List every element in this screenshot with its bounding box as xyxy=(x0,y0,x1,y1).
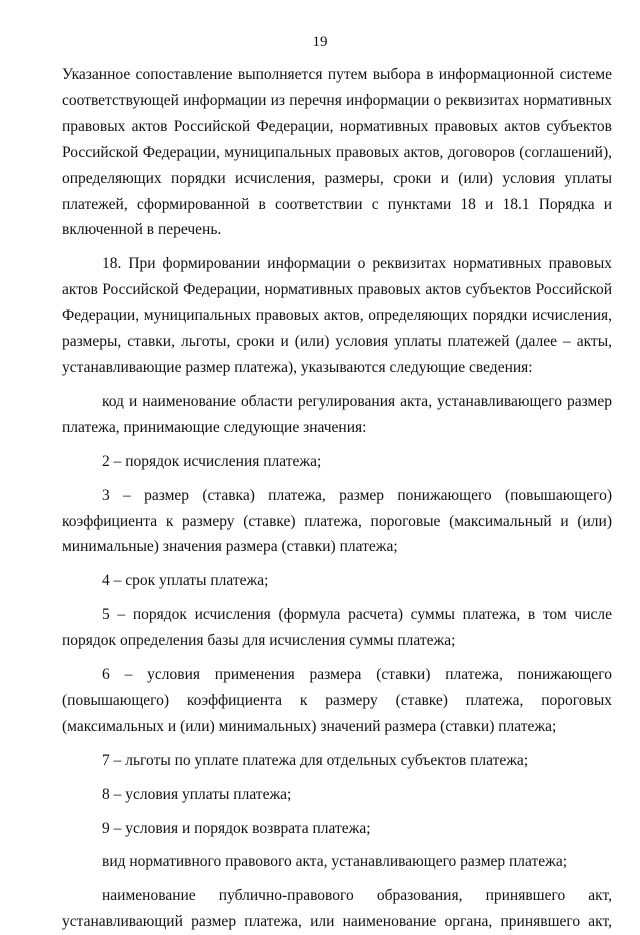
paragraph-item-18: 18. При формировании информации о реквизитах нормативных правовых актов Российской Федерации, нормативных правовых актов субъектов Российской Федерации, муниципальных правовых актов, определяющих порядки исчисления, размеры, ставки, льготы, сроки и (или) условия уплаты платежей (далее – акты, устанавливающие размер платежа), указываются следующие сведения: xyxy=(62,255,612,376)
list-item-code-3: 3 – размер (ставка) платежа, размер понижающего (повышающего) коэффициента к размеру (ставке) платежа, пороговые (максимальный и (или) минимальные) значения размера (ставки) платежа; xyxy=(62,486,612,556)
list-item-code-5: 5 – порядок исчисления (формула расчета) суммы платежа, в том числе порядок определения базы для исчисления суммы платежа; xyxy=(62,606,612,650)
list-item-code-4: 4 – срок уплаты платежа; xyxy=(102,572,269,590)
list-item-code-9: 9 – условия и порядок возврата платежа; xyxy=(102,819,371,837)
paragraph-comparison-intro: Указанное сопоставление выполняется путем выбора в информационной системе соответствующей информации из перечня информации о реквизитах нормативных правовых актов Российской Федерации, нормативных правовых актов субъектов Российской Федерации, муниципальных правовых актов, договоров (соглашений), определяющих порядки исчисления, размеры, сроки и (или) условия уплаты платежей, сформированной в соответствии с пунктами 18 и 18.1 Порядка и включенной в перечень. xyxy=(62,66,612,239)
paragraph-act-type: вид нормативного правового акта, устанавливающего размер платежа; xyxy=(102,853,568,871)
page-number: 19 xyxy=(312,34,328,50)
paragraph-regulation-code: код и наименование области регулирования акта, устанавливающего размер платежа, принимающие следующие значения: xyxy=(62,392,612,436)
list-item-code-8: 8 – условия уплаты платежа; xyxy=(102,785,292,803)
list-item-code-2: 2 – порядок исчисления платежа; xyxy=(102,452,322,470)
paragraph-issuer-name: наименование публично-правового образования, принявшего акт, устанавливающий размер платежа, или наименование органа, принявшего акт, xyxy=(62,887,612,931)
document-body xyxy=(62,62,612,935)
list-item-code-6: 6 – условия применения размера (ставки) платежа, понижающего (повышающего) коэффициента к размеру (ставке) платежа, пороговых (максимальных и (или) минимальных) значений размера (ставки) платежа; xyxy=(62,666,612,735)
list-item-code-7: 7 – льготы по уплате платежа для отдельных субъектов платежа; xyxy=(102,751,529,769)
